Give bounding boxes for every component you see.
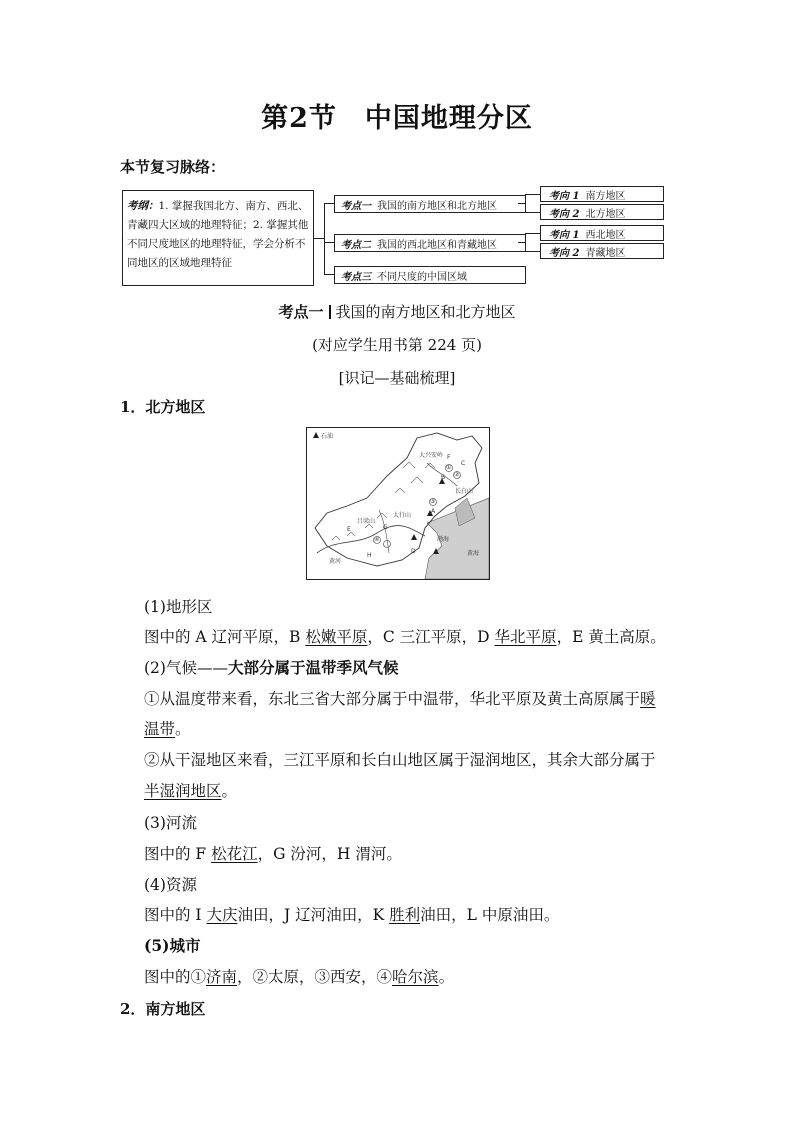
kaodian-1-text: 我国的南方地区和北方地区	[377, 200, 497, 212]
terrain-answer-2: 华北平原	[494, 628, 557, 646]
map-label-13: B	[441, 474, 446, 481]
north-region-map	[306, 427, 490, 580]
section-heading	[0, 301, 794, 322]
map-label-1: 大兴安岭	[419, 452, 444, 459]
kaodian-2-tag: 考点二	[341, 239, 371, 251]
terrain-line	[144, 625, 666, 647]
kaodian-box-1	[334, 195, 526, 213]
climate1-text-2: 。	[175, 720, 191, 738]
kaoxiang-box-2	[540, 204, 664, 220]
climate-line-2b	[144, 779, 237, 801]
map-label-14: C	[461, 460, 466, 467]
city-text-2: ，②太原，③西安，④	[237, 968, 393, 986]
outline-left-box	[122, 190, 314, 286]
map-label-10: ③	[430, 498, 436, 505]
kaodian-1-tag: 考点一	[341, 200, 371, 212]
climate-line-2: ②从干湿地区来看，三江平原和长白山地区属于湿润地区，其余大部分属于	[144, 751, 656, 769]
city-line	[144, 965, 454, 987]
kaoxiang-1-text: 南方地区	[585, 190, 626, 202]
river-line	[144, 842, 402, 864]
map-legend-text: 石油	[321, 433, 334, 440]
section-kaodian-title: 我国的南方地区和北方地区	[335, 303, 516, 321]
kaoxiang-4-text: 青藏地区	[585, 247, 626, 259]
terrain-text-3: ，E 黄土高原。	[556, 628, 666, 646]
map-label-17: F	[447, 454, 451, 461]
climate2-text-2: 。	[221, 782, 238, 800]
map-label-8: ①	[446, 464, 452, 471]
part1-heading: 1．北方地区	[120, 398, 206, 416]
section-kaodian-label: 考点一	[278, 303, 324, 321]
city-answer-2: 哈尔滨	[392, 968, 439, 986]
climate-heading-b: 大部分属于温带季风气候	[227, 658, 399, 677]
kaoxiang-box-3	[540, 225, 664, 241]
section-sub: [识记—基础梳理]	[338, 369, 456, 387]
city-text-3: 。	[438, 968, 455, 986]
terrain-answer-1: 松嫩平原	[305, 628, 368, 646]
resource-answer-1: 大庆	[206, 906, 238, 924]
part2-heading: 2．南方地区	[120, 1000, 206, 1018]
climate-line-1	[144, 687, 656, 709]
map-label-6: 长白山	[455, 488, 474, 495]
terrain-text-1: 图中的 A 辽河平原，B	[144, 628, 306, 646]
river-text-1: 图中的 F	[144, 845, 212, 863]
page-title: 第2节 中国地理分区	[261, 103, 533, 134]
map-label-4: 渤海	[437, 536, 450, 543]
outline-left-text: 1. 掌握我国北方、南方、西北、青藏四大区域的地理特征；2. 掌握其他不同尺度地区的地理特征，学会分析不同地区的区域地理特征	[127, 200, 309, 269]
climate-heading-a: (2)气候——	[144, 659, 228, 677]
map-label-9: ②	[454, 471, 460, 478]
resource-heading: (4)资源	[144, 876, 197, 894]
map-label-3: 太行山	[393, 512, 412, 519]
kaodian-box-3	[334, 266, 526, 284]
map-label-12: A	[431, 508, 436, 515]
intro-label: 本节复习脉络：	[120, 158, 226, 176]
kaodian-3-tag: 考点三	[341, 271, 371, 283]
terrain-heading: (1)地形区	[144, 598, 213, 616]
terrain-text-2: ，C 三江平原，D	[367, 628, 495, 646]
map-label-16: E	[347, 526, 351, 533]
climate2-answer: 半湿润地区	[144, 782, 222, 800]
kaodian-box-2	[334, 234, 526, 252]
resource-text-1: 图中的 I	[144, 906, 207, 924]
kaoxiang-box-1	[540, 186, 664, 202]
map-label-15: D	[411, 548, 416, 555]
city-answer-1: 济南	[206, 968, 238, 986]
resource-line	[144, 903, 559, 925]
kaoxiang-3-text: 西北地区	[585, 229, 626, 241]
kaoxiang-1-tag: 考向 1	[549, 190, 580, 202]
map-label-19: H	[367, 552, 372, 559]
river-answer: 松花江	[211, 845, 258, 863]
kaoxiang-3-tag: 考向 1	[549, 229, 580, 241]
climate-heading	[144, 656, 398, 678]
kaoxiang-2-text: 北方地区	[585, 208, 626, 220]
climate1-answer-a: 暖	[640, 690, 656, 708]
climate1-answer-b: 温带	[144, 720, 176, 738]
city-text-1: 图中的①	[144, 968, 207, 986]
city-heading: (5)城市	[144, 936, 201, 955]
river-text-2: ，G 汾河，H 渭河。	[257, 845, 402, 863]
map-label-5: 黄海	[467, 550, 480, 557]
kaoxiang-2-tag: 考向 2	[549, 208, 580, 220]
section-ref: (对应学生用书第 224 页)	[312, 336, 482, 354]
resource-answer-2: 胜利	[389, 906, 421, 924]
resource-text-3: 油田，L 中原油田。	[420, 906, 560, 924]
kaoxiang-4-tag: 考向 2	[549, 247, 580, 259]
map-label-7: 黄河	[329, 558, 342, 565]
map-label-2: 吕梁山	[357, 518, 376, 525]
map-label-11: ④	[374, 536, 380, 543]
section-divider	[329, 305, 331, 319]
kaodian-3-text: 不同尺度的中国区域	[377, 271, 467, 283]
map-label-18: G	[383, 524, 388, 531]
oil-legend-icon	[313, 432, 319, 438]
resource-text-2: 油田，J 辽河油田，K	[237, 906, 390, 924]
climate-line-1b	[144, 717, 191, 739]
outline-left-label: 考纲：	[127, 200, 159, 212]
river-heading: (3)河流	[144, 814, 197, 832]
kaoxiang-box-4	[540, 243, 664, 259]
kaodian-2-text: 我国的西北地区和青藏地区	[377, 239, 497, 251]
climate1-text-1: ①从温度带来看，东北三省大部分属于中温带，华北平原及黄土高原属于	[144, 690, 641, 708]
